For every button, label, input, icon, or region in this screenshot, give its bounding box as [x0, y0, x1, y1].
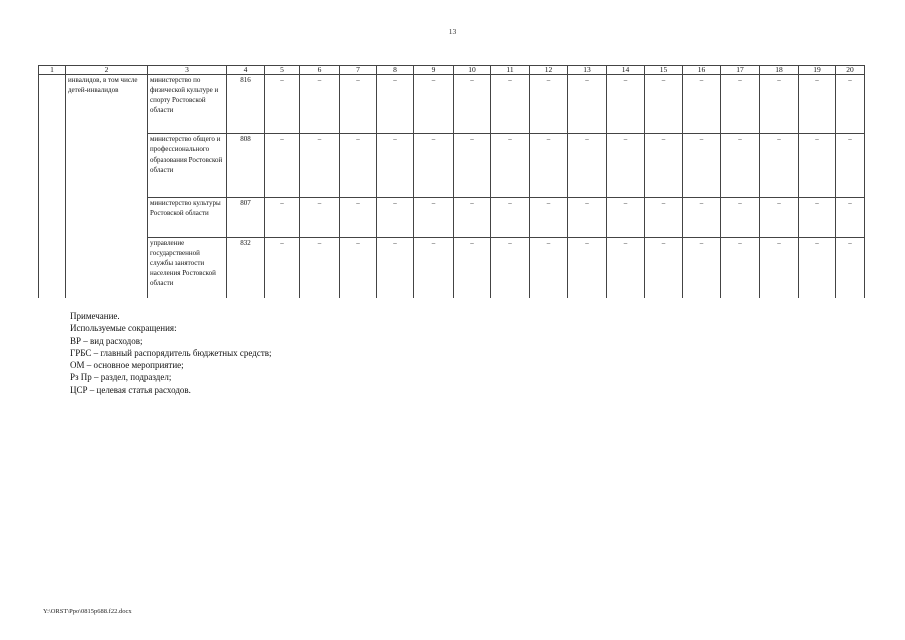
- value-cell: –: [340, 197, 377, 237]
- grbs-code-cell: 807: [227, 197, 265, 237]
- grbs-code-cell: 816: [227, 75, 265, 134]
- value-cell: –: [300, 75, 340, 134]
- value-cell: –: [607, 134, 645, 197]
- value-cell: –: [799, 134, 836, 197]
- column-number: 9: [414, 66, 454, 75]
- value-cell: –: [265, 75, 300, 134]
- note-line: ГРБС – главный распорядитель бюджетных средств;: [70, 347, 272, 358]
- value-cell: –: [530, 75, 568, 134]
- column-number: 12: [530, 66, 568, 75]
- column-number: 17: [721, 66, 760, 75]
- column-number: 10: [454, 66, 491, 75]
- agency-cell: министерство культуры Ростовской области: [148, 197, 227, 237]
- grbs-code-cell: 808: [227, 134, 265, 197]
- value-cell: –: [491, 134, 530, 197]
- value-cell: –: [300, 237, 340, 298]
- grbs-code-cell: 832: [227, 237, 265, 298]
- value-cell: –: [721, 237, 760, 298]
- value-cell: –: [454, 134, 491, 197]
- notes-block: [70, 310, 272, 396]
- value-cell: –: [760, 197, 799, 237]
- value-cell: –: [377, 75, 414, 134]
- page-number: 13: [448, 27, 457, 36]
- file-path-footer: Y:\ORST\Ppo\0815p688.f22.docx: [43, 608, 132, 615]
- value-cell: –: [721, 197, 760, 237]
- value-cell: –: [645, 75, 683, 134]
- column-number: 7: [340, 66, 377, 75]
- agency-cell: управление государственной службы занятости населения Ростовской области: [148, 237, 227, 298]
- value-cell: –: [491, 237, 530, 298]
- note-line: ОМ – основное мероприятие;: [70, 360, 184, 371]
- value-cell: –: [568, 75, 607, 134]
- value-cell: –: [414, 237, 454, 298]
- column-number: 3: [148, 66, 227, 75]
- note-line: ЦСР – целевая статья расходов.: [70, 384, 191, 395]
- value-cell: –: [683, 237, 721, 298]
- value-cell: –: [340, 134, 377, 197]
- value-cell: –: [340, 75, 377, 134]
- column-number: 11: [491, 66, 530, 75]
- value-cell: –: [568, 197, 607, 237]
- note-line: ВР – вид расходов;: [70, 335, 143, 346]
- value-cell: –: [683, 197, 721, 237]
- value-cell: –: [683, 75, 721, 134]
- value-cell: –: [530, 134, 568, 197]
- value-cell: –: [721, 134, 760, 197]
- value-cell: –: [836, 134, 865, 197]
- column-number: 1: [39, 66, 66, 75]
- column-number: 6: [300, 66, 340, 75]
- column-number: 13: [568, 66, 607, 75]
- value-cell: –: [530, 197, 568, 237]
- value-cell: –: [760, 75, 799, 134]
- column-number: 5: [265, 66, 300, 75]
- value-cell: –: [414, 134, 454, 197]
- value-cell: –: [377, 197, 414, 237]
- value-cell: –: [300, 197, 340, 237]
- value-cell: –: [568, 237, 607, 298]
- value-cell: –: [836, 75, 865, 134]
- column-number: 2: [66, 66, 148, 75]
- value-cell: –: [645, 134, 683, 197]
- table-row: [39, 197, 865, 237]
- value-cell: –: [836, 197, 865, 237]
- note-line: Используемые сокращения:: [70, 323, 177, 334]
- value-cell: –: [799, 197, 836, 237]
- value-cell: –: [836, 237, 865, 298]
- category-cell: инвалидов, в том числе детей-инвалидов: [66, 75, 148, 298]
- column-number: 8: [377, 66, 414, 75]
- value-cell: –: [683, 134, 721, 197]
- value-cell: –: [760, 237, 799, 298]
- value-cell: –: [799, 75, 836, 134]
- value-cell: –: [265, 237, 300, 298]
- row-index-cell: [39, 75, 66, 298]
- column-number: 14: [607, 66, 645, 75]
- value-cell: –: [377, 237, 414, 298]
- value-cell: –: [377, 134, 414, 197]
- value-cell: –: [414, 75, 454, 134]
- column-number: 16: [683, 66, 721, 75]
- budget-table: [38, 65, 865, 298]
- value-cell: –: [568, 134, 607, 197]
- value-cell: –: [340, 237, 377, 298]
- value-cell: –: [300, 134, 340, 197]
- value-cell: –: [607, 197, 645, 237]
- table-row: [39, 237, 865, 298]
- agency-cell: министерство по физической культуре и спорту Ростовской области: [148, 75, 227, 134]
- value-cell: –: [265, 134, 300, 197]
- value-cell: –: [760, 134, 799, 197]
- value-cell: –: [454, 237, 491, 298]
- note-heading: Примечание.: [70, 311, 120, 321]
- table-header-row: [39, 66, 865, 75]
- column-number: 20: [836, 66, 865, 75]
- value-cell: –: [799, 237, 836, 298]
- column-number: 4: [227, 66, 265, 75]
- column-number: 18: [760, 66, 799, 75]
- value-cell: –: [530, 237, 568, 298]
- column-number: 19: [799, 66, 836, 75]
- value-cell: –: [454, 197, 491, 237]
- table-row: [39, 75, 865, 134]
- value-cell: –: [645, 197, 683, 237]
- table-row: [39, 134, 865, 197]
- value-cell: –: [645, 237, 683, 298]
- value-cell: –: [265, 197, 300, 237]
- value-cell: –: [607, 237, 645, 298]
- value-cell: –: [454, 75, 491, 134]
- value-cell: –: [491, 197, 530, 237]
- column-number: 15: [645, 66, 683, 75]
- agency-cell: министерство общего и профессионального образования Ростовской области: [148, 134, 227, 197]
- value-cell: –: [607, 75, 645, 134]
- note-line: Рз Пр – раздел, подраздел;: [70, 372, 172, 383]
- value-cell: –: [721, 75, 760, 134]
- value-cell: –: [491, 75, 530, 134]
- value-cell: –: [414, 197, 454, 237]
